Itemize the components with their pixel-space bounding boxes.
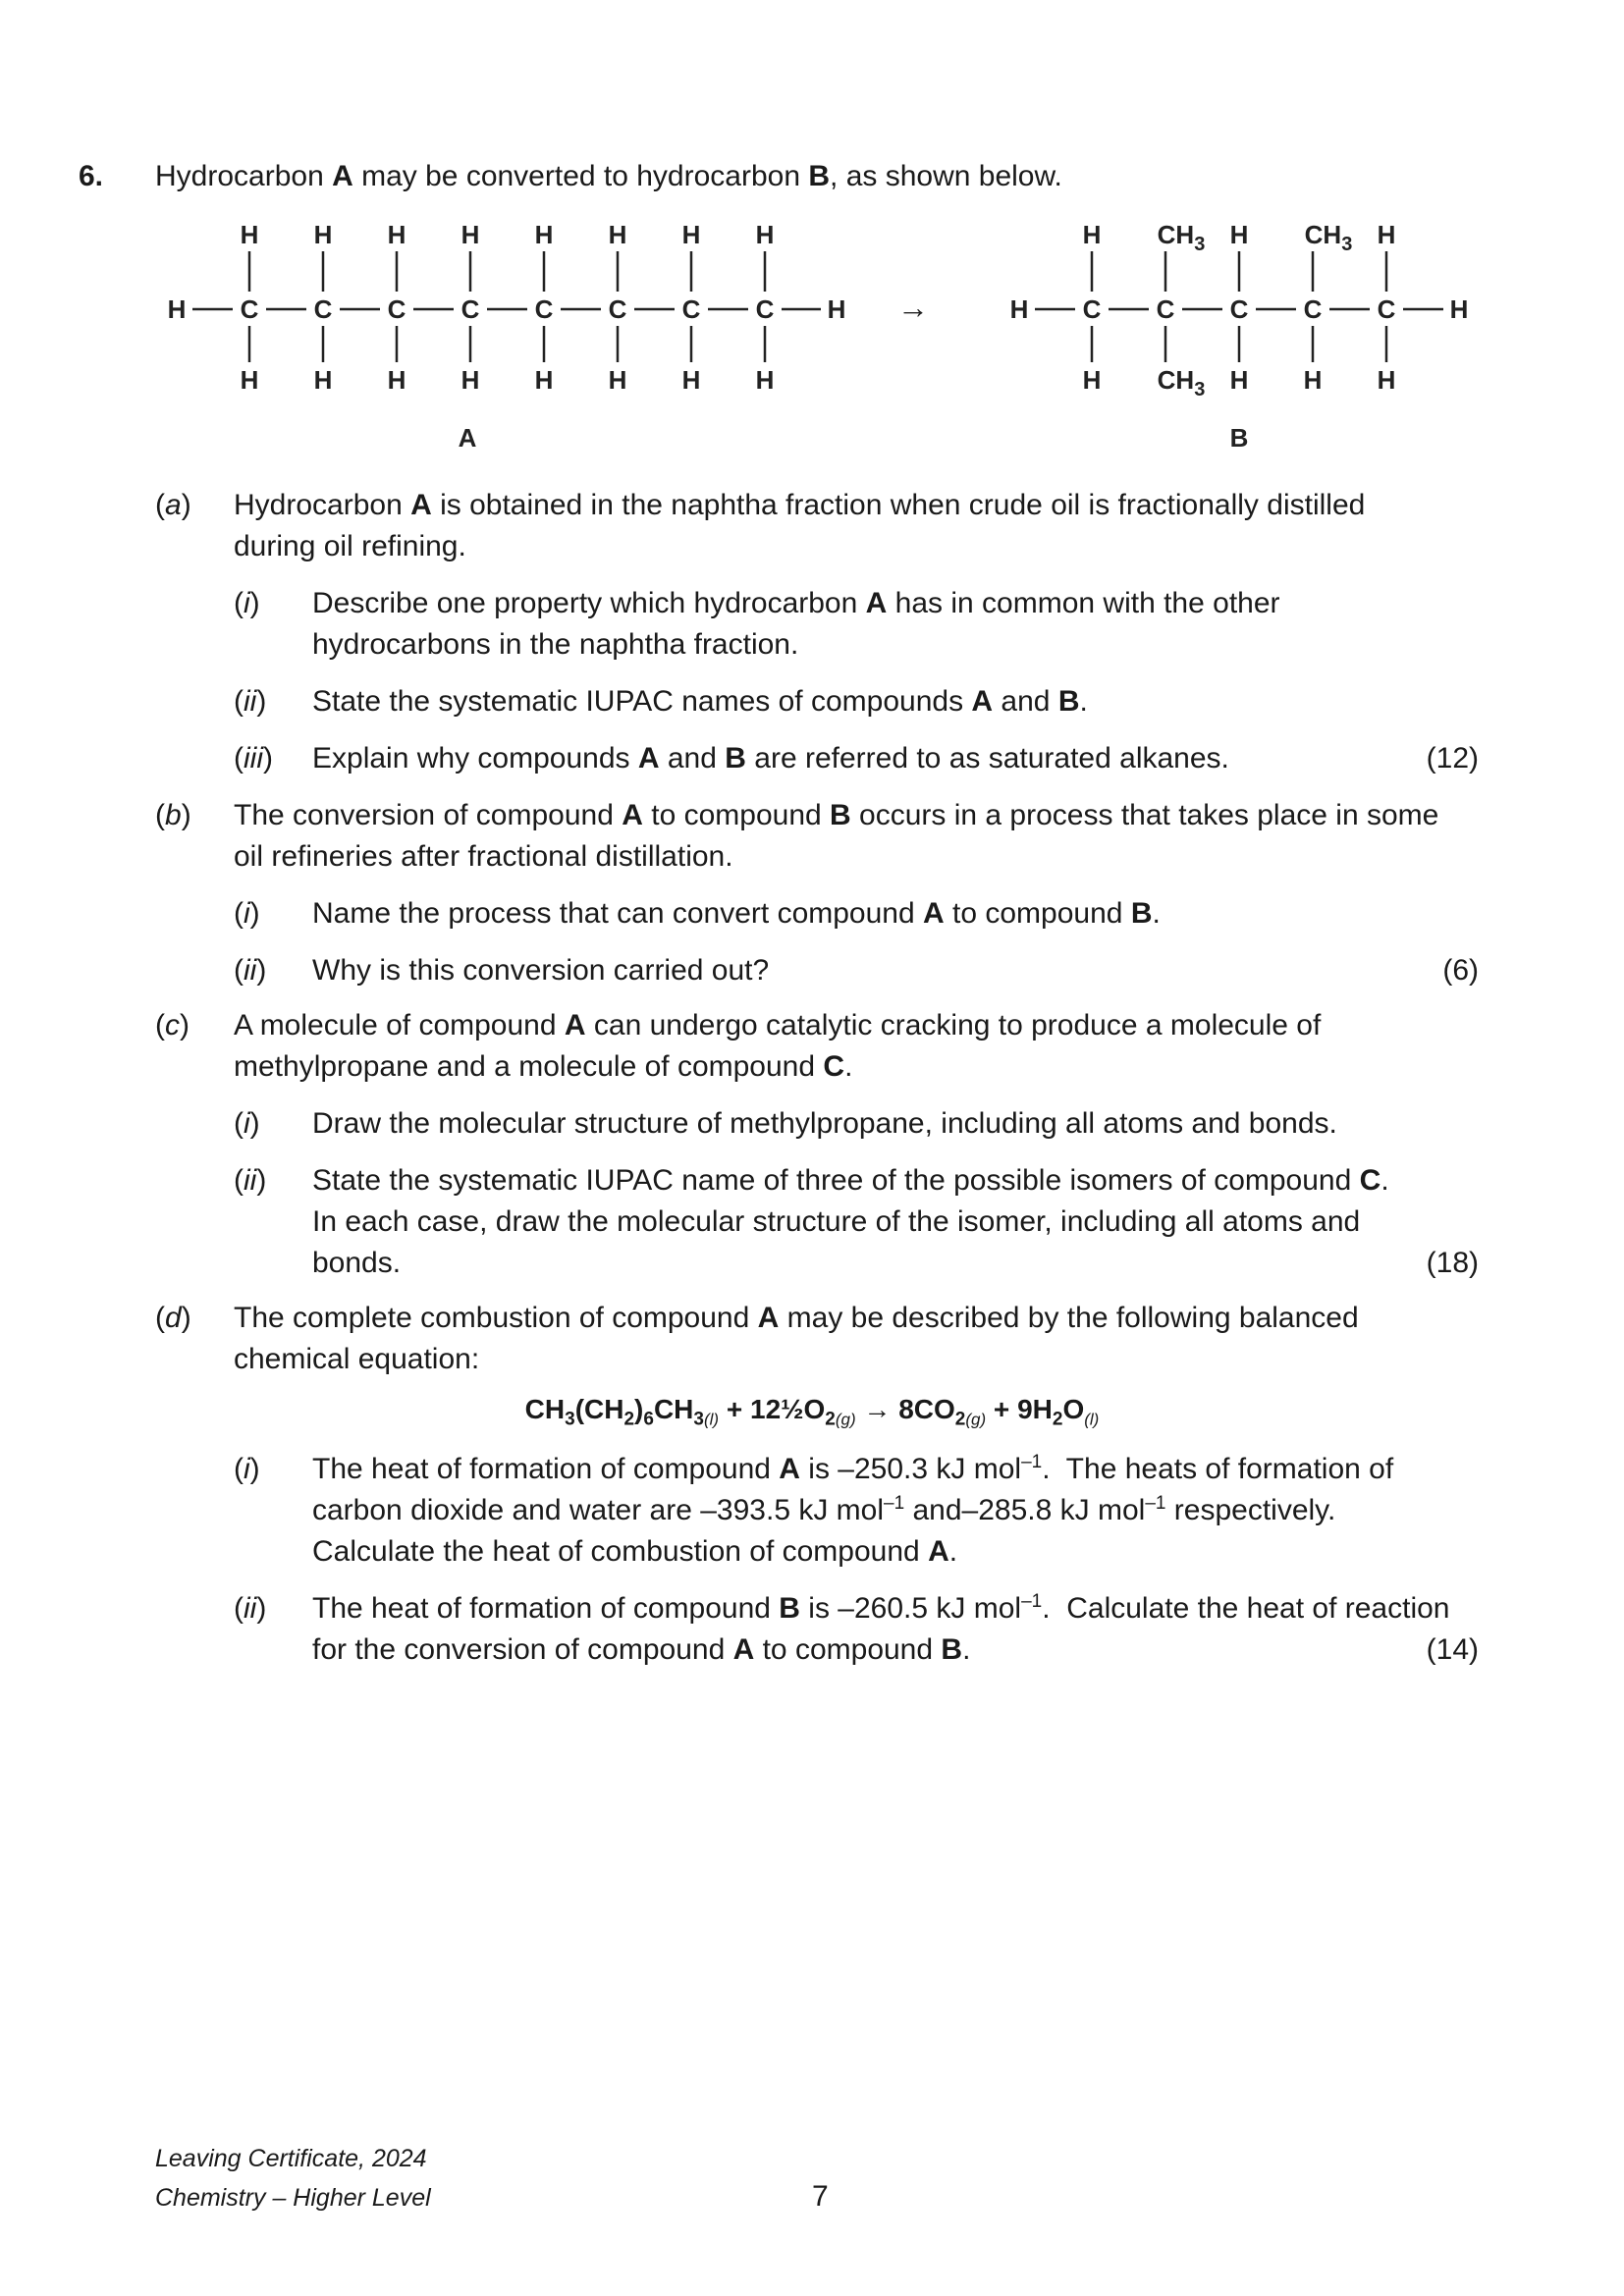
hydrogen-atom: H [1082,220,1102,249]
hydrogen-atom: H [608,365,627,395]
hydrogen-atom: H [534,220,554,249]
part-a-iii-text: Explain why compounds A and B are referred to as saturated alkanes. [312,742,1229,774]
hydrogen-atom: H [460,365,480,395]
part-d-ii-label: (ii) [234,1592,267,1625]
part-b-ii-label: (ii) [234,954,267,987]
hydrogen-atom: H [240,220,259,249]
part-a-iii-label: (iii) [234,742,273,774]
part-d-text-2: chemical equation: [234,1343,480,1375]
structure-b [1010,220,1469,400]
part-c-label: (c) [155,1009,189,1041]
part-a-text: Hydrocarbon A is obtained in the naphtha fraction when crude oil is fractionally distilled [234,489,1366,521]
carbon-atom: C [387,294,406,324]
hydrogen-atom: H [1377,365,1396,395]
methyl-group: $CH_3$ [1304,220,1353,255]
part-d-i-label: (i) [234,1453,260,1485]
hydrogen-atom: H [1082,365,1102,395]
part-d-i-text-3: Calculate the heat of combustion of compound A. [312,1535,958,1568]
part-b-text: The conversion of compound A to compound B occurs in a process that takes place in some [234,799,1439,831]
hydrogen-atom: H [681,220,701,249]
part-c-i-text: Draw the molecular structure of methylpropane, including all atoms and bonds. [312,1107,1337,1140]
carbon-atom: C [313,294,333,324]
part-c-ii-text: State the systematic IUPAC name of three of the possible isomers of compound C. [312,1164,1389,1197]
carbon-atom: C [1082,294,1102,324]
carbon-atom: C [460,294,480,324]
hydrogen-atom: H [755,220,775,249]
hydrogen-atom: H [1229,365,1249,395]
hydrogen-atom: H [534,365,554,395]
part-d-label: (d) [155,1302,191,1334]
hydrogen-atom: H [1009,294,1029,324]
carbon-atom: C [681,294,701,324]
hydrogen-atom: H [1449,294,1469,324]
combustion-equation: $CH_3(CH_2)_6CH_{3(l)}$ + $12\frac{1}{2}O_{2(g)} \to 8CO_{2(g)} + 9H_2O_{(l)}$ [524,1394,1100,1430]
part-a-i-label: (i) [234,587,260,619]
part-a-text-2: during oil refining. [234,530,466,562]
hydrogen-atom: H [313,220,333,249]
part-d-ii-text-2: for the conversion of compound A to compound B. [312,1633,971,1666]
part-d-marks: (14) [1426,1633,1479,1666]
part-a-i-text-2: hydrocarbons in the naphtha fraction. [312,628,799,661]
hydrogen-atom: H [755,365,775,395]
part-a-ii-text: State the systematic IUPAC names of compounds A and B. [312,685,1088,718]
hydrogen-atom: H [827,294,846,324]
part-c-marks: (18) [1426,1247,1479,1279]
hydrogen-atom: H [1303,365,1323,395]
methyl-group: $CH_3$ [1157,365,1206,400]
hydrogen-atom: H [460,220,480,249]
carbon-atom: C [1303,294,1323,324]
part-d-ii-text: The heat of formation of compound B is –260.5 kJ mol$^{-1}$. Calculate the heat of reaction [312,1591,1450,1625]
carbon-atom: C [755,294,775,324]
part-b-text-2: oil refineries after fractional distillation. [234,840,733,873]
question-intro: Hydrocarbon A may be converted to hydrocarbon B, as shown below. [155,160,1062,192]
part-c-text-2: methylpropane and a molecule of compound C. [234,1050,853,1083]
carbon-atom: C [608,294,627,324]
hydrogen-atom: H [1229,220,1249,249]
compound-b-label: B [1229,423,1249,453]
part-c-ii-text-3: bonds. [312,1247,402,1279]
carbon-atom: C [534,294,554,324]
page-number: 7 [812,2180,829,2213]
footer-exam: Leaving Certificate, 2024 [155,2145,427,2172]
hydrogen-atom: H [681,365,701,395]
carbon-atom: C [1377,294,1396,324]
part-a-ii-label: (ii) [234,685,267,718]
hydrogen-atom: H [608,220,627,249]
part-c-ii-label: (ii) [234,1164,267,1197]
carbon-atom: C [1229,294,1249,324]
part-c-i-label: (i) [234,1107,260,1140]
hydrogen-atom: H [313,365,333,395]
part-b-label: (b) [155,799,191,831]
part-a-label: (a) [155,489,191,521]
carbon-atom: C [1156,294,1175,324]
carbon-atom: C [240,294,259,324]
part-b-marks: (6) [1442,954,1479,987]
compound-a-label: A [458,423,477,453]
hydrogen-atom: H [387,220,406,249]
question-number: 6. [79,160,104,192]
part-c-text: A molecule of compound A can undergo catalytic cracking to produce a molecule of [234,1009,1322,1041]
part-b-ii-text: Why is this conversion carried out? [312,954,770,987]
part-b-i-label: (i) [234,897,260,930]
structure-a [168,220,846,395]
part-d-i-text: The heat of formation of compound A is –250.3 kJ mol$^{-1}$. The heats of formation of [312,1452,1394,1485]
structure-diagram [0,0,1624,471]
footer-subject: Chemistry – Higher Level [155,2184,431,2212]
part-a-i-text: Describe one property which hydrocarbon A has in common with the other [312,587,1280,619]
methyl-group: $CH_3$ [1157,220,1206,255]
part-c-ii-text-2: In each case, draw the molecular structure of the isomer, including all atoms and [312,1205,1361,1238]
hydrogen-atom: H [167,294,187,324]
part-a-marks: (12) [1426,742,1479,774]
hydrogen-atom: H [240,365,259,395]
part-d-i-text-2: carbon dioxide and water are –393.5 kJ mol$^{-1}$ and–285.8 kJ mol$^{-1}$ respectively. [312,1493,1336,1526]
part-d-text: The complete combustion of compound A may be described by the following balanced [234,1302,1359,1334]
reaction-arrow: → [897,290,929,325]
hydrogen-atom: H [1377,220,1396,249]
hydrogen-atom: H [387,365,406,395]
part-b-i-text: Name the process that can convert compound A to compound B. [312,897,1161,930]
